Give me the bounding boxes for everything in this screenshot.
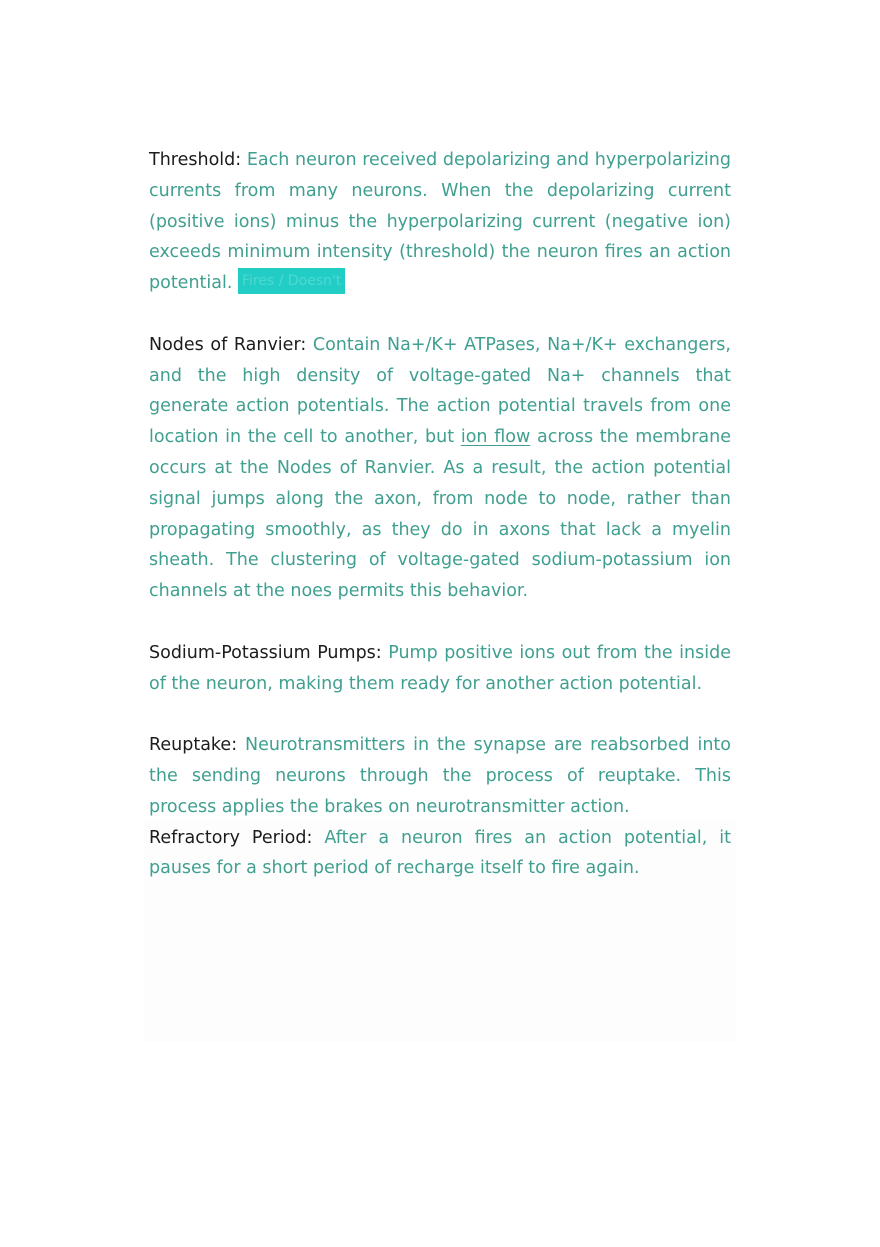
definition-nodes-of-ranvier-part1: Contain Na+/K+ ATPases, Na+/K+ exchangers, and the high density of voltage-gated Na+ channels that generate action potentials. The action potential travels from one location in the cell to another, but (149, 334, 731, 448)
paragraph-reuptake (149, 730, 731, 822)
paragraph-nodes-of-ranvier (149, 330, 731, 607)
definition-sodium-potassium-pumps: Pump positive ions out from the inside of the neuron, making them ready for another action potential. (149, 642, 731, 694)
term-reuptake: Reuptake: (149, 735, 238, 756)
term-refractory-period: Refractory Period: (149, 827, 313, 848)
definition-threshold: Each neuron received depolarizing and hyperpolarizing currents from many neurons. When the depolarizing current (positive ions) minus the hyperpolarizing current (negative ion) exceeds minimum intensity (threshold) the neuron fires an action potential. (149, 150, 731, 294)
term-nodes-of-ranvier: Nodes of Ranvier: (149, 334, 307, 355)
paragraph-spacer (149, 607, 731, 638)
paragraph-spacer (149, 299, 731, 330)
document-body (149, 145, 731, 884)
paragraph-spacer (149, 699, 731, 730)
term-threshold: Threshold: (149, 150, 242, 170)
paragraph-threshold (149, 145, 731, 299)
ion-flow-link[interactable]: ion flow (460, 427, 531, 448)
definition-nodes-of-ranvier-part2: across the membrane occurs at the Nodes of Ranvier. As a result, the action potential signal jumps along the axon, from node to node, rather than propagating smoothly, as they do in axons that lack a myelin sheath. The clustering of voltage-gated sodium-potassium ion channels at the noes permits this behavior. (149, 427, 731, 602)
paragraph-refractory-period (149, 823, 731, 885)
highlighted-annotation: Fires / Doesn't (238, 268, 345, 294)
term-sodium-potassium-pumps: Sodium-Potassium Pumps: (149, 642, 382, 663)
paragraph-sodium-potassium-pumps (149, 638, 731, 700)
definition-reuptake: Neurotransmitters in the synapse are reabsorbed into the sending neurons through the process of reuptake. This process applies the brakes on neurotransmitter action. (149, 735, 731, 817)
definition-refractory-period: After a neuron fires an action potential, it pauses for a short period of recharge itself to fire again. (149, 827, 731, 879)
